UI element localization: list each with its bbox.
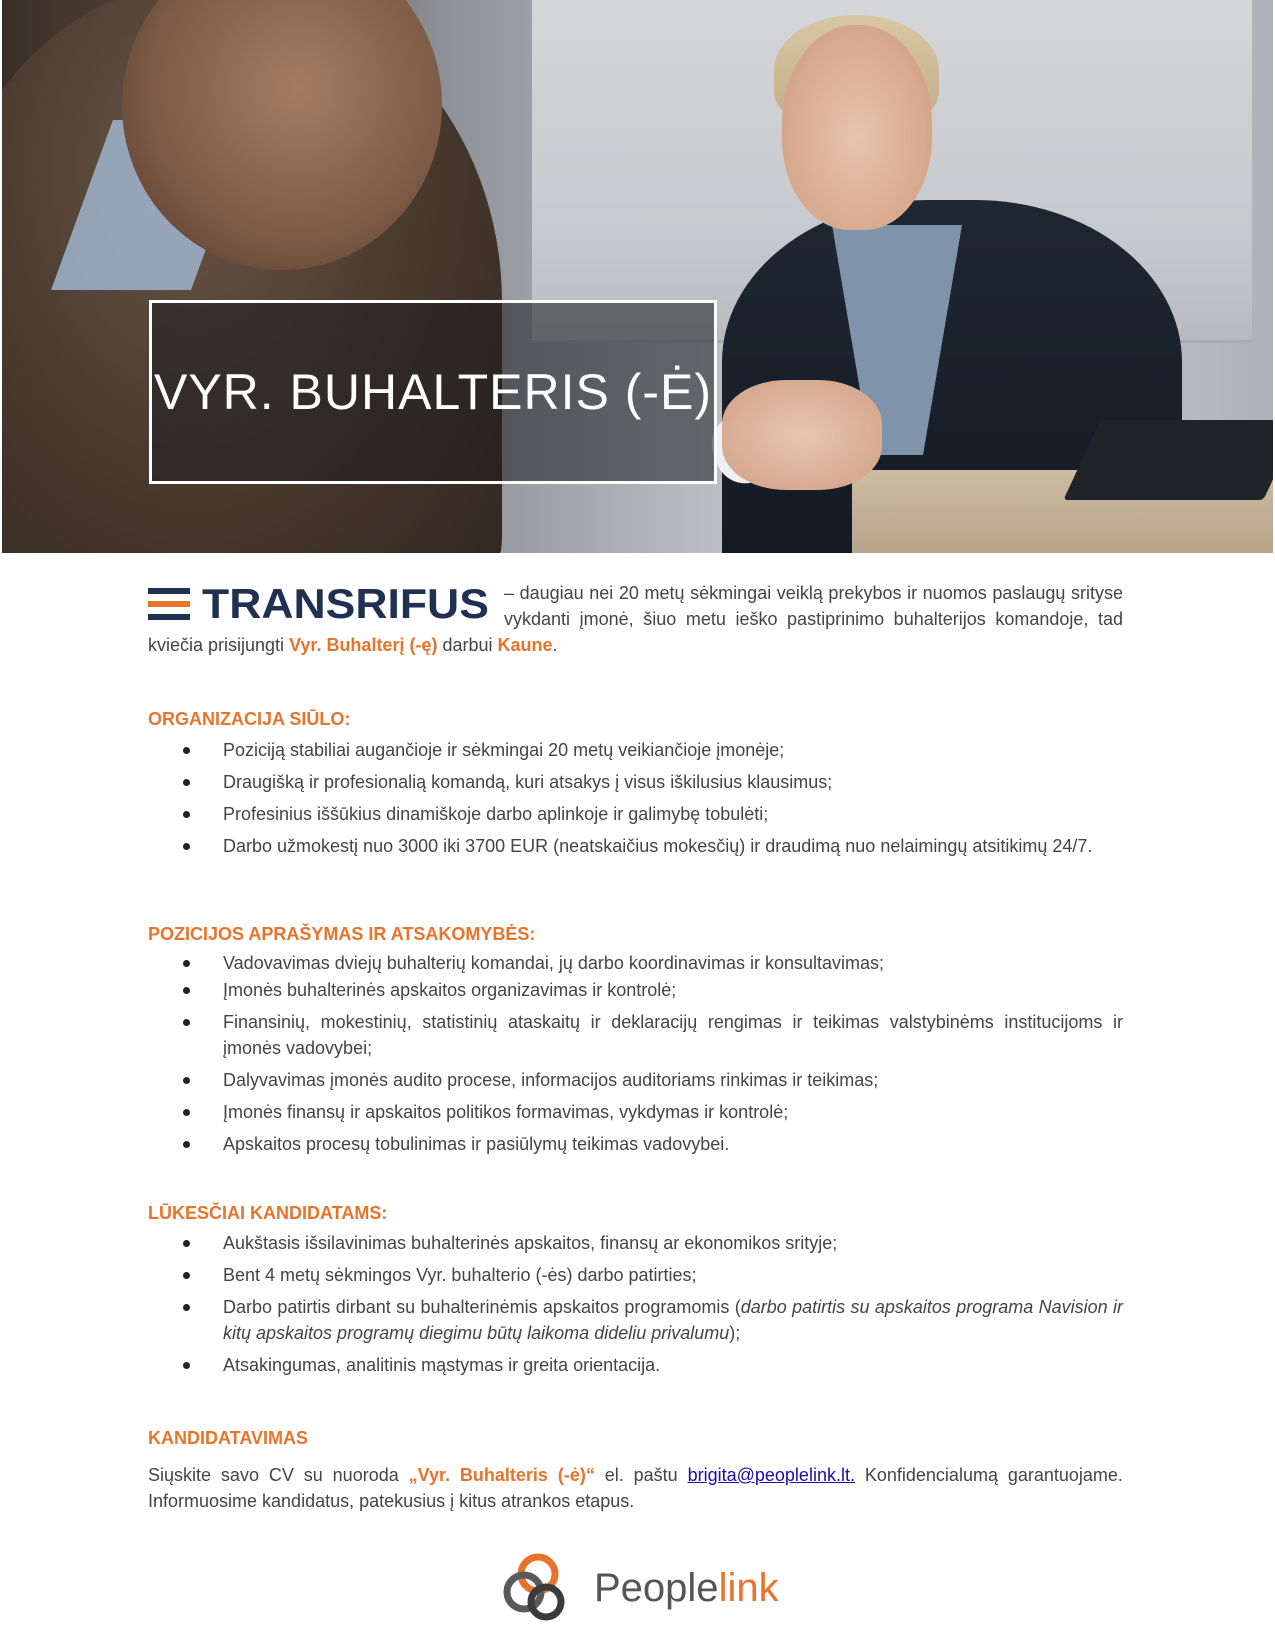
- list-item: Apskaitos procesų tobulinimas ir pasiūlymų teikimas vadovybei.: [148, 1131, 1123, 1157]
- apply-paragraph: Siųskite savo CV su nuoroda „Vyr. Buhalteris (-ė)“ el. paštu brigita@peoplelink.lt. Konfidencialumą garantuojame. Informuosime kandidatus, patekusius į kitus atrankos etapus.: [148, 1465, 1123, 1511]
- peoplelink-logo-icon: [500, 1552, 572, 1624]
- expectations-list: [148, 1230, 1123, 1378]
- bullet-icon: [183, 987, 190, 994]
- list-item: Darbo užmokestį nuo 3000 iki 3700 EUR (neatskaičius mokesčių) ir draudimą nuo nelaimingų atsitikimų 24/7.: [148, 833, 1123, 859]
- intro-text: – daugiau nei 20 metų sėkmingai veiklą prekybos ir nuomos paslaugų srityse vykdanti įmonė, šiuo metu ieško pastiprinimo buhalterijos komandoje, tad kviečia prisijungti: [148, 583, 1123, 655]
- list-item: Įmonės buhalterinės apskaitos organizavimas ir kontrolė;: [148, 977, 1123, 1003]
- hero-photo: [2, 0, 1273, 553]
- expectations-heading: LŪKESČIAI KANDIDATAMS:: [148, 1203, 388, 1223]
- intro-paragraph: [148, 580, 1123, 658]
- job-title-box: [149, 300, 717, 484]
- list-item: Atsakingumas, analitinis mąstymas ir greita orientacija.: [148, 1352, 1123, 1378]
- intro-position: Vyr. Buhalterį (-ę): [289, 635, 438, 655]
- hero-handshake: [722, 380, 882, 490]
- bullet-icon: [183, 779, 190, 786]
- intro-city: Kaune: [497, 635, 553, 655]
- job-title: VYR. BUHALTERIS (-Ė): [153, 364, 713, 420]
- bullet-icon: [183, 1272, 190, 1279]
- list-item: Finansinių, mokestinių, statistinių ataskaitų ir deklaracijų rengimas ir teikimas valstybinėms institucijoms ir įmonės vadovybei;: [148, 1009, 1123, 1061]
- list-item: Įmonės finansų ir apskaitos politikos formavimas, vykdymas ir kontrolė;: [148, 1099, 1123, 1125]
- bullet-icon: [183, 1240, 190, 1247]
- company-logo-text: TRANSRIFUS: [202, 580, 489, 627]
- bullet-icon: [183, 1362, 190, 1369]
- bullet-icon: [183, 843, 190, 850]
- list-item: Draugišką ir profesionalią komandą, kuri atsakys į visus iškilusius klausimus;: [148, 769, 1123, 795]
- intro-end: .: [552, 635, 558, 655]
- bullet-icon: [183, 1109, 190, 1116]
- list-item: Bent 4 metų sėkmingos Vyr. buhalterio (-ės) darbo patirties;: [148, 1262, 1123, 1288]
- hero-laptop: [1063, 420, 1273, 500]
- list-item: Vadovavimas dviejų buhalterių komandai, jų darbo koordinavimas ir konsultavimas;: [148, 950, 1123, 976]
- offer-list: [148, 737, 1123, 859]
- apply-reference: „Vyr. Buhalteris (-ė)“: [408, 1465, 595, 1485]
- hero-woman-face: [782, 25, 932, 230]
- responsibilities-heading: POZICIJOS APRAŠYMAS IR ATSAKOMYBĖS:: [148, 924, 536, 944]
- list-item: Poziciją stabiliai augančioje ir sėkmingai 20 metų veikiančioje įmonėje;: [148, 737, 1123, 763]
- offer-heading: ORGANIZACIJA SIŪLO:: [148, 709, 351, 729]
- company-logo-icon: [148, 588, 190, 620]
- apply-heading: KANDIDATAVIMAS: [148, 1428, 308, 1448]
- bullet-icon: [183, 1077, 190, 1084]
- responsibilities-list: [148, 950, 1123, 1157]
- bullet-icon: [183, 960, 190, 967]
- peoplelink-logo: [500, 1552, 790, 1624]
- company-logo: [148, 582, 488, 626]
- bullet-icon: [183, 811, 190, 818]
- intro-text-middle: darbui: [442, 635, 493, 655]
- list-item: Profesinius iššūkius dinamiškoje darbo aplinkoje ir galimybę tobulėti;: [148, 801, 1123, 827]
- bullet-icon: [183, 1304, 190, 1311]
- list-item: Dalyvavimas įmonės audito procese, informacijos auditoriams rinkimas ir teikimas;: [148, 1067, 1123, 1093]
- list-item: Aukštasis išsilavinimas buhalterinės apskaitos, finansų ar ekonomikos srityje;: [148, 1230, 1123, 1256]
- bullet-icon: [183, 1141, 190, 1148]
- bullet-icon: [183, 747, 190, 754]
- list-item: Darbo patirtis dirbant su buhalterinėmis apskaitos programomis (darbo patirtis su apskaitos programa Navision ir kitų apskaitos programų diegimu būtų laikoma dideliu privalumu);: [148, 1294, 1123, 1346]
- bullet-icon: [183, 1019, 190, 1026]
- email-link[interactable]: brigita@peoplelink.lt.: [687, 1465, 855, 1485]
- peoplelink-logo-text: Peoplelink: [594, 1565, 779, 1610]
